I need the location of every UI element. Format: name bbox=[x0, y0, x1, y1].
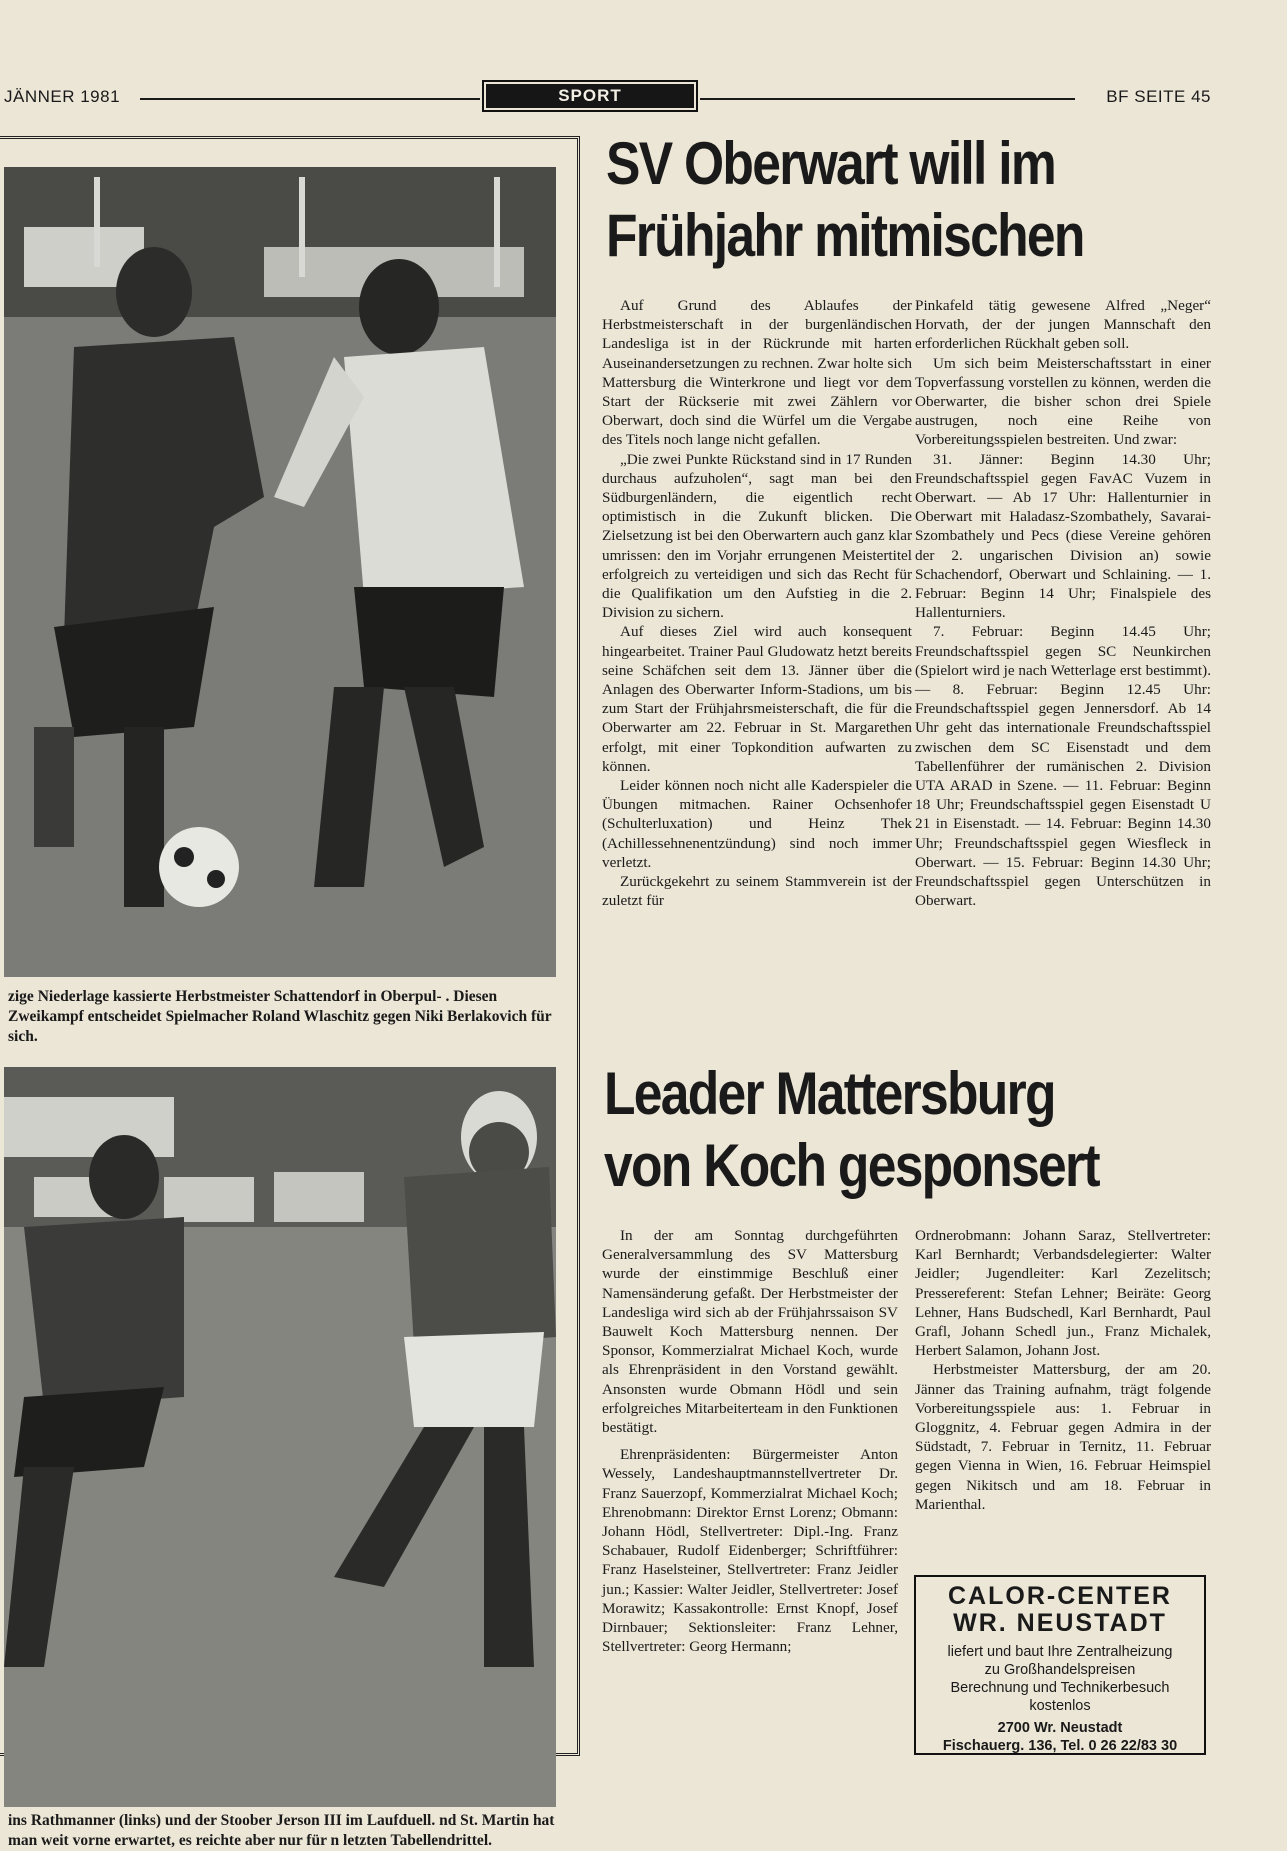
photo-caption-2: ins Rathmanner (links) und der Stoober Jerson III im Laufduell. nd St. Martin hat man weit vorne erwartet, es reichte aber nur für n letzten Tabellendrittel. bbox=[8, 1812, 555, 1849]
ad-line-3: Berechnung und Technikerbesuch bbox=[950, 1680, 1170, 1696]
paragraph: 7. Februar: Beginn 14.45 Uhr; Freundschaftsspiel gegen SC Neunkirchen (Spielort wird je nach Wetterlage erst bestimmt). — 8. Februar: Beginn 12.45 Uhr: Freundschaftsspiel gegen Jennersdorf. Ab 14 Uhr geht das internationale Freundschaftsspiel zwischen dem SC Eisenstadt und dem Tabellenführer der rumänischen 2. Division UTA ARAD in Szene. — 11. Februar: Beginn 18 Uhr; Freundschaftsspiel gegen Eisenstadt U 21 in Eisenstadt. — 14. Februar: Beginn 14.30 Uhr; Freundschaftsspiel gegen Wiesfleck in Oberwart. — 15. Februar: Beginn 14.30 Uhr; Freundschaftsspiel gegen Unterschützen in Oberwart. bbox=[915, 623, 1211, 910]
article1-headline-line2: Frühjahr mitmischen bbox=[606, 202, 1084, 269]
page-number: BF SEITE 45 bbox=[1106, 87, 1211, 106]
section-label bbox=[482, 80, 698, 112]
issue-date: JÄNNER 1981 bbox=[4, 87, 121, 106]
article2-column-2 bbox=[915, 1226, 1211, 1514]
article1-headline bbox=[606, 128, 1084, 272]
section-label-text: SPORT bbox=[486, 84, 694, 108]
paragraph: Auf Grund des Ablaufes der Herbstmeisterschaft in der burgenländischen Landesliga ist in der Rückrunde mit harten Auseinandersetzungen zu rechnen. Zwar holte sich Mattersburg die Winterkrone und liegt vor dem Start der Rückserie mit zwei Zählern vor Oberwart, doch sind die Würfel um die Vergabe des Titels noch lange nicht gefallen. bbox=[602, 297, 912, 449]
paragraph: 31. Jänner: Beginn 14.30 Uhr; Freundschaftsspiel gegen FavAC Vuzem in Oberwart. — Ab 17 Uhr: Hallenturnier in Oberwart mit Haladasz-Szombathely, Savarai-Szombathely und Pecs (diese Vereine gehören der 2. ungarischen Division an) sowie Schachendorf, Oberwart und Schlaining. — 1. Februar: Beginn 14 Uhr; Finalspiele des Hallenturniers. bbox=[915, 450, 1211, 622]
photo-column bbox=[0, 136, 580, 1849]
article1-column-2 bbox=[915, 296, 1211, 911]
paragraph: Ordnerobmann: Johann Saraz, Stellvertreter: Karl Bernhardt; Verbandsdelegierter: Walter Jeidler; Jugendleiter: Karl Zezelitsch; Pressereferent: Stefan Lehner; Beiräte: Georg Lehner, Hans Budschedl, Karl Bernhardt, Paul Grafl, Johann Schedl jun., Franz Michalek, Herbert Salamon, Johann Jost. bbox=[915, 1227, 1211, 1360]
advertisement-calor-center bbox=[914, 1575, 1206, 1755]
ad-title-2: WR. NEUSTADT bbox=[953, 1609, 1167, 1637]
header-rule-left bbox=[140, 98, 480, 100]
ad-line-1: liefert und baut Ihre Zentralheizung bbox=[947, 1644, 1173, 1660]
paragraph: Pinkafeld tätig gewesene Alfred „Neger“ Horvath, der der jungen Mannschaft den erforderlichen Rückhalt geben soll. bbox=[915, 297, 1211, 353]
ad-title-1: CALOR-CENTER bbox=[948, 1582, 1172, 1610]
article2-headline-line1: Leader Mattersburg bbox=[604, 1060, 1055, 1127]
photo-caption-1: zige Niederlage kassierte Herbstmeister Schattendorf in Oberpul- . Diesen Zweikampf entscheidet Spielmacher Roland Wlaschitz gegen Niki Berlakovich für sich. bbox=[8, 988, 552, 1045]
paragraph: Zurückgekehrt zu seinem Stammverein ist der zuletzt für bbox=[602, 873, 912, 910]
paragraph: In der am Sonntag durchgeführten Generalversammlung des SV Mattersburg wurde der einstimmige Beschluß einer Namensänderung gefaßt. Der Herbstmeister der Landesliga wird sich ab der Frühjahrssaison SV Bauwelt Koch Mattersburg nennen. Der Sponsor, Kommerzialrat Michael Koch, wurde als Ehrenpräsident in den Vorstand gewählt. Ansonsten wurde Obmann Hödl und sein erfolgreiches Mitarbeiterteam in den Funktionen bestätigt. bbox=[602, 1227, 898, 1437]
photo-laufduell bbox=[4, 1067, 556, 1807]
ad-line-2: zu Großhandelspreisen bbox=[984, 1662, 1136, 1678]
paragraph: „Die zwei Punkte Rückstand sind in 17 Runden durchaus aufzuholen“, sagt man bei den Südburgenländern, die eigentlich recht optimistisch in die Zukunft blicken. Die Zielsetzung ist bei den Oberwartern auch ganz klar umrissen: den im Vorjahr errungenen Meistertitel erfolgreich zu verteidigen und sich das Recht für die Qualifikation um den Aufstieg in die 2. Division zu sichern. bbox=[602, 450, 912, 622]
page-header bbox=[0, 85, 1287, 115]
article2-column-1 bbox=[602, 1226, 898, 1656]
paragraph: Um sich beim Meisterschaftsstart in einer Topverfassung vorstellen zu können, werden die Oberwarter, die bisher schon drei Spiele austrugen, noch eine Reihe von Vorbereitungsspielen bestreiten. Und zwar: bbox=[915, 354, 1211, 449]
article2-headline-line2: von Koch gesponsert bbox=[604, 1132, 1099, 1199]
paragraph: Auf dieses Ziel wird auch konsequent hingearbeitet. Trainer Paul Gludowatz hetzt bereits seine Schäfchen seit dem 13. Jänner über die Anlagen des Oberwarter Inform-Stadions, um bis zum Start der Frühjahrsmeisterschaft, die für die Oberwarter am 22. Februar in St. Margarethen erfolgt, mit einer Topkondition aufwarten zu können. bbox=[602, 623, 912, 775]
article1-column-1 bbox=[602, 296, 912, 911]
article1-headline-line1: SV Oberwart will im bbox=[606, 130, 1056, 197]
header-rule-right bbox=[700, 98, 1075, 100]
paragraph: Herbstmeister Mattersburg, der am 20. Jänner das Training aufnahm, trägt folgende Vorbereitungsspiele aus: 1. Februar in Gloggnitz, 4. Februar gegen Admira in der Südstadt, 7. Februar in Ternitz, 11. Februar gegen Vienna in Wien, 16. Februar Heimspiel gegen Nikitsch und am 18. Februar in Marienthal. bbox=[915, 1361, 1211, 1513]
paragraph: Leider können noch nicht alle Kaderspieler die Übungen mitmachen. Rainer Ochsenhofer (Schulterluxation) und Heinz Thek (Achillessehnenentzündung) sind noch immer verletzt. bbox=[602, 777, 912, 871]
ad-line-4: kostenlos bbox=[1029, 1698, 1091, 1714]
photo-duel-wlaschitz bbox=[4, 167, 556, 977]
article2-headline bbox=[604, 1058, 1099, 1202]
paragraph: Ehrenpräsidenten: Bürgermeister Anton Wessely, Landeshauptmannstellvertreter Dr. Franz Sauerzopf, Kommerzialrat Michael Koch; Ehrenobmann: Direktor Ernst Lorenz; Obmann: Johann Hödl, Stellvertreter: Dipl.-Ing. Franz Schabauer, Rudolf Eidenberger; Schriftführer: Franz Haselsteiner, Stellvertreter: Franz Jeidler jun.; Kassier: Walter Jeidler, Stellvertreter: Josef Morawitz; Kassakontrolle: Ernst Knopf, Josef Dirnbauer; Sektionsleiter: Franz Lehner, Stellvertreter: Georg Hermann; bbox=[602, 1446, 898, 1656]
ad-address-1: 2700 Wr. Neustadt bbox=[997, 1720, 1123, 1736]
ad-address-2: Fischauerg. 136, Tel. 0 26 22/83 30 bbox=[942, 1738, 1178, 1754]
